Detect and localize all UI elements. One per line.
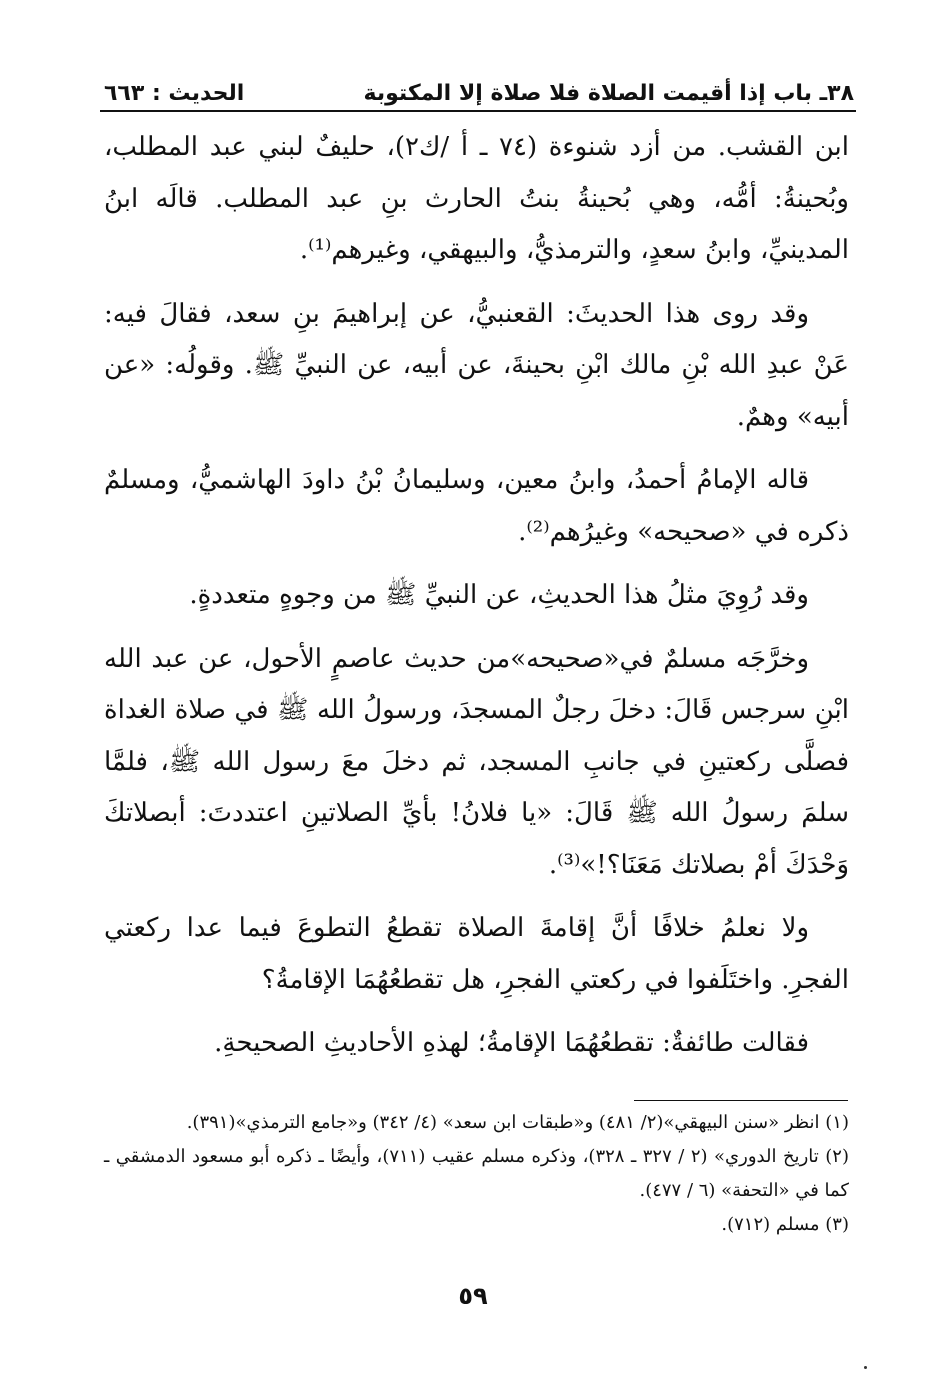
chapter-title: ٣٨ـ باب إذا أقيمت الصلاة فلا صلاة إلا المكتوبة [363, 81, 854, 106]
paragraph: وقد رُوِيَ مثلُ هذا الحديثِ، عن النبيِّ ﷺ من وجوهٍ متعددةٍ. [189, 580, 809, 610]
paragraph: وقد روى هذا الحديثَ: القعنبيُّ، عن إبراهيمَ بنِ سعد، فقالَ فيه: عَنْ عبدِ الله بْنِ مالك ابْنِ بحينةَ، عن أبيه، عن النبيِّ ﷺ. وقولُه: «عن أبيه» وهمٌ. [104, 298, 849, 432]
header-rule [100, 110, 856, 112]
footnote: (٢) تاريخ الدوري» (٢ / ٣٢٧ ـ ٣٢٨)، وذكره مسلم عقيب (٧١١)، وأيضًا ـ ذكره أبو مسعود الدمشقي ـ كما في «التحفة» (٦ / ٤٧٧). [104, 1146, 849, 1201]
paragraph: ابن القشب. من أزد شنوءة (٧٤ ـ أ /ك٢)، حليفٌ لبني عبد المطلب، وبُحينةُ: أمُّه، وهي بُحينةُ بنتُ الحارث بنِ عبد المطلب. قالَه ابنُ المدينيِّ، وابنُ سعدٍ، والترمذيُّ، والبيهقي، وغيرهم⁽¹⁾. [104, 132, 850, 265]
paragraph: وخرَّجَه مسلمٌ في«صحيحه»من حديث عاصمٍ الأحول، عن عبد الله ابْنِ سرجس قَالَ: دخلَ رجلٌ المسجدَ، ورسولُ الله ﷺ في صلاة الغداة فصلَّى ركعتينِ في جانبِ المسجد، ثم دخلَ معَ رسول الله ﷺ، فلمَّا سلمَ رسولُ الله ﷺ قَالَ: «يا فلانُ! بأيِّ الصلاتينِ اعتددتَ: أبصلاتكَ وَحْدَكَ أمْ بصلاتك مَعَنَا؟!»⁽³⁾. [104, 643, 849, 880]
main-text [104, 122, 849, 1070]
page-number: ٥٩ [458, 1282, 488, 1310]
paragraph: فقالت طائفةٌ: تقطعُهُمَا الإقامةُ؛ لهذهِ الأحاديثِ الصحيحةِ. [214, 1028, 809, 1058]
scan-speck [864, 1366, 867, 1369]
paragraph: قاله الإمامُ أحمدُ، وابنُ معين، وسليمانُ بْنُ داودَ الهاشميُّ، ومسلمٌ ذكره في «صحيحه» وغيرُهم⁽²⁾. [104, 465, 849, 547]
footnote: (٣) مسلم (٧١٢). [721, 1214, 849, 1235]
footnote: (١) انظر «سنن البيهقي»(٢/ ٤٨١) و«طبقات ابن سعد» (٤/ ٣٤٢) و«جامع الترمذي»(٣٩١). [186, 1112, 849, 1133]
running-header [104, 66, 854, 112]
footnotes [104, 1106, 849, 1242]
paragraph: ولا نعلمُ خلافًا أنَّ إقامةَ الصلاة تقطعُ التطوعَ فيما عدا ركعتي الفجرِ. واختَلَفوا في ركعتي الفجرِ، هل تقطعُهُمَا الإقامةُ؟ [104, 913, 849, 995]
footnote-rule [634, 1100, 848, 1101]
hadith-reference: الحديث : ٦٦٣ [104, 81, 245, 106]
